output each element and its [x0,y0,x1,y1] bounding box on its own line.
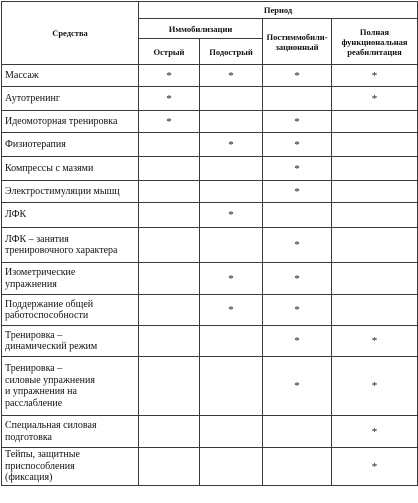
header-means: Средства [2,2,139,65]
header-postimmobilization: Постиммобили- зационный [263,19,332,65]
applicable-mark: * [371,69,378,82]
cell-subacute [200,295,263,326]
table-header [2,2,418,65]
cell-subacute [200,228,263,263]
cell-acute [139,111,200,133]
cell-subacute [200,65,263,87]
cell-acute [139,448,200,486]
cell-full-rehabilitation [332,295,418,326]
cell-full-rehabilitation [332,87,418,111]
cell-full-rehabilitation [332,157,418,181]
cell-acute [139,416,200,448]
cell-acute [139,181,200,203]
table-row [2,203,418,228]
cell-acute [139,228,200,263]
cell-subacute [200,133,263,157]
applicable-mark: * [294,272,300,285]
cell-subacute [200,203,263,228]
row-means-name: Поддержание общей работоспособности [2,295,139,326]
table-row [2,263,418,295]
cell-full-rehabilitation [332,416,418,448]
applicable-mark: * [228,138,234,151]
cell-postimmobilization [263,263,332,295]
applicable-mark: * [371,425,378,438]
applicable-mark: * [228,272,234,285]
cell-full-rehabilitation [332,133,418,157]
applicable-mark: * [294,185,300,198]
header-subacute: Подострый [200,39,263,65]
cell-postimmobilization [263,416,332,448]
table-row [2,228,418,263]
cell-subacute [200,111,263,133]
header-period: Период [139,2,418,19]
header-full-rehabilitation: Полная функциональная реабилитация [332,19,418,65]
cell-postimmobilization [263,133,332,157]
cell-acute [139,263,200,295]
cell-postimmobilization [263,181,332,203]
applicable-mark: * [294,115,300,128]
cell-full-rehabilitation [332,203,418,228]
cell-subacute [200,416,263,448]
row-means-name: Тренировка – динамический режим [2,326,139,357]
applicable-mark: * [294,69,300,82]
applicable-mark: * [228,69,234,82]
applicable-mark: * [371,460,378,473]
cell-acute [139,203,200,228]
row-means-name: Массаж [2,65,139,87]
row-means-name: Специальная силовая подготовка [2,416,139,448]
row-means-name: Тренировка – силовые упражнения и упражнения на расслабление [2,357,139,416]
cell-acute [139,157,200,181]
table-row [2,181,418,203]
cell-acute [139,87,200,111]
header-immobilization: Иммобилизации [139,19,263,39]
applicable-mark: * [371,335,378,347]
cell-postimmobilization [263,65,332,87]
table-row [2,295,418,326]
cell-subacute [200,157,263,181]
cell-full-rehabilitation [332,263,418,295]
row-means-name: Изометрические упражнения [2,263,139,295]
cell-full-rehabilitation [332,181,418,203]
applicable-mark: * [166,115,172,128]
applicable-mark: * [294,335,300,347]
cell-subacute [200,448,263,486]
table-row [2,157,418,181]
rehab-means-table [1,1,418,486]
cell-subacute [200,326,263,357]
cell-acute [139,326,200,357]
row-means-name: Аутотренинг [2,87,139,111]
row-means-name: ЛФК – занятия тренировочного характера [2,228,139,263]
table-row [2,448,418,486]
cell-subacute [200,263,263,295]
table-row [2,111,418,133]
cell-subacute [200,181,263,203]
applicable-mark: * [371,92,378,105]
cell-full-rehabilitation [332,448,418,486]
cell-acute [139,295,200,326]
cell-full-rehabilitation [332,65,418,87]
applicable-mark: * [228,209,234,221]
row-means-name: ЛФК [2,203,139,228]
cell-postimmobilization [263,111,332,133]
header-acute: Острый [139,39,200,65]
row-means-name: Физиотерапия [2,133,139,157]
applicable-mark: * [371,380,378,392]
cell-acute [139,65,200,87]
applicable-mark: * [228,304,234,316]
applicable-mark: * [294,304,300,316]
row-means-name: Компрессы с мазями [2,157,139,181]
row-means-name: Тейпы, защитные приспособления (фиксация) [2,448,139,486]
applicable-mark: * [166,69,172,82]
table-row [2,416,418,448]
cell-postimmobilization [263,228,332,263]
cell-full-rehabilitation [332,228,418,263]
applicable-mark: * [294,239,300,251]
cell-full-rehabilitation [332,357,418,416]
cell-postimmobilization [263,448,332,486]
applicable-mark: * [294,380,300,392]
row-means-name: Идеомоторная тренировка [2,111,139,133]
table-body [2,65,418,486]
cell-postimmobilization [263,157,332,181]
applicable-mark: * [294,138,300,151]
table-row [2,133,418,157]
applicable-mark: * [294,162,300,175]
cell-postimmobilization [263,357,332,416]
cell-postimmobilization [263,203,332,228]
table-row [2,357,418,416]
cell-full-rehabilitation [332,326,418,357]
cell-acute [139,357,200,416]
row-means-name: Электростимуляции мышц [2,181,139,203]
cell-acute [139,133,200,157]
table-row [2,65,418,87]
cell-postimmobilization [263,295,332,326]
cell-full-rehabilitation [332,111,418,133]
cell-postimmobilization [263,87,332,111]
cell-subacute [200,87,263,111]
cell-postimmobilization [263,326,332,357]
cell-subacute [200,357,263,416]
applicable-mark: * [166,92,172,105]
table-row [2,87,418,111]
table-row [2,326,418,357]
rehab-table-container [1,1,417,486]
